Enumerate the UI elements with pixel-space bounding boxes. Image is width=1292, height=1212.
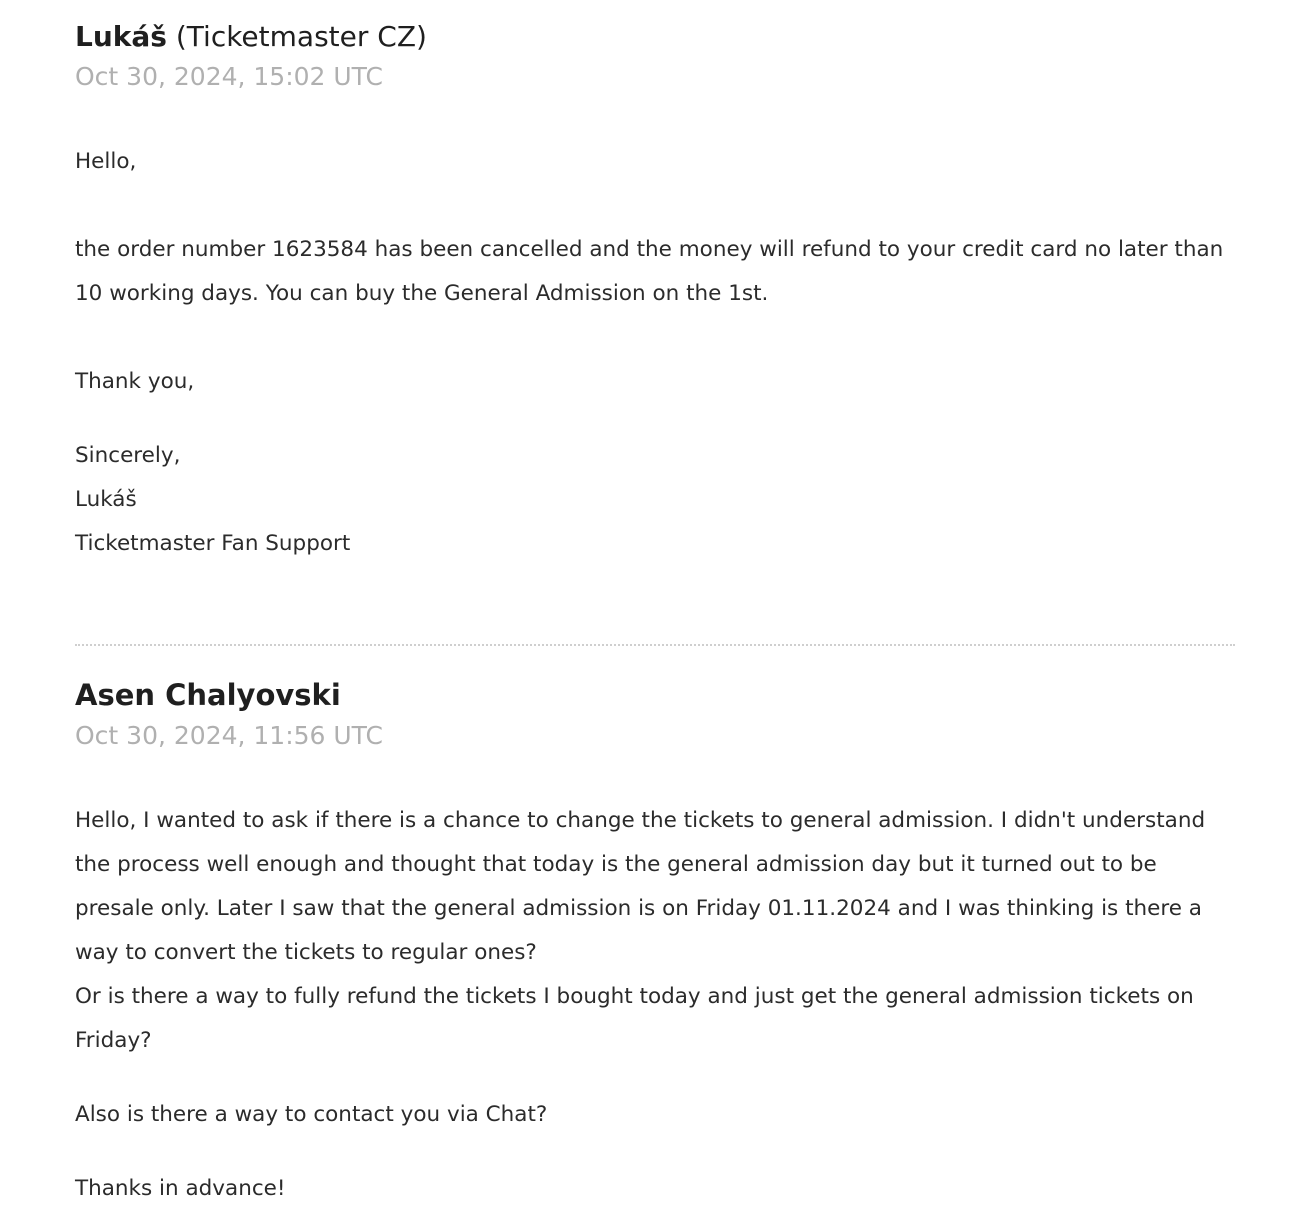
message-sender <box>75 18 1235 56</box>
message-timestamp: Oct 30, 2024, 15:02 UTC <box>75 62 383 91</box>
message-paragraph: the order number 1623584 has been cancelled and the money will refund to your credit card no later than 10 working days. You can buy the General Admission on the 1st. <box>75 237 1224 306</box>
message-thanks: Thank you, <box>75 369 195 394</box>
sender-organization: (Ticketmaster CZ) <box>175 20 427 53</box>
message-closing: Sincerely, <box>75 443 181 468</box>
message-divider <box>75 644 1235 646</box>
message-paragraph: Or is there a way to fully refund the tickets I bought today and just get the general admission tickets on Friday? <box>75 984 1194 1053</box>
message-paragraph: Also is there a way to contact you via Chat? <box>75 1102 548 1127</box>
message-body <box>75 140 1235 566</box>
message-paragraph: Thanks in advance! <box>75 1176 286 1201</box>
sender-name: Asen Chalyovski <box>75 678 341 712</box>
message-timestamp: Oct 30, 2024, 11:56 UTC <box>75 721 383 750</box>
signature-name: Lukáš <box>75 487 137 512</box>
sender-name: Lukáš <box>75 20 167 53</box>
message-greeting: Hello, <box>75 149 137 174</box>
message-agent-reply <box>75 0 1235 566</box>
message-sender <box>75 676 1235 715</box>
message-body <box>75 799 1235 1211</box>
message-thread <box>75 0 1235 566</box>
signature-team: Ticketmaster Fan Support <box>75 531 351 556</box>
message-paragraph: Hello, I wanted to ask if there is a chance to change the tickets to general admission. I didn't understand the process well enough and thought that today is the general admission day but it turned out to be presale only. Later I saw that the general admission is on Friday 01.11.2024 and I was thinking is there a way to convert the tickets to regular ones? <box>75 808 1206 965</box>
message-customer <box>75 676 1235 1211</box>
